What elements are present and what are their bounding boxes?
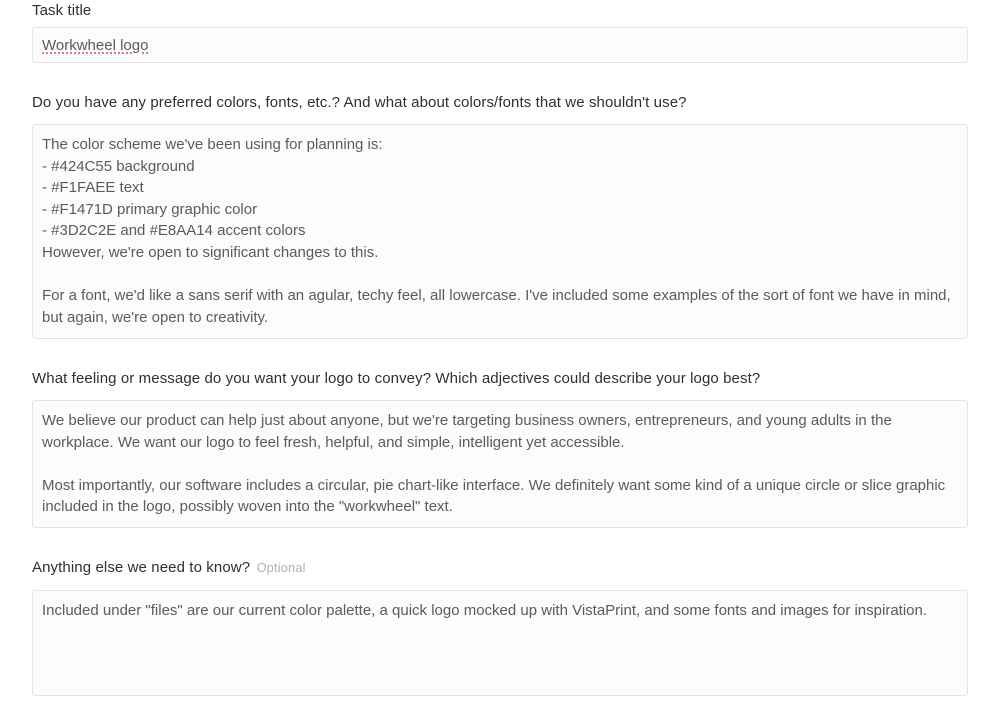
colors-line: The color scheme we've been using for planning is: [42, 136, 383, 153]
anything-else-textarea[interactable] [32, 590, 968, 696]
colors-line: - #F1FAEE text [42, 179, 144, 197]
colors-blank-line [42, 264, 958, 286]
optional-tag: Optional [256, 560, 306, 575]
task-title-value: Workwheel logo [42, 37, 149, 54]
anything-else-label [32, 558, 306, 578]
colors-line: However, we're open to significant changes to this. [42, 243, 379, 261]
feeling-answer-textarea[interactable] [32, 400, 968, 528]
task-title-input[interactable] [32, 27, 968, 63]
colors-question-label: Do you have any preferred colors, fonts, etc.? And what about colors/fonts that we shouldn't use? [32, 94, 687, 111]
task-title-label: Task title [32, 2, 92, 19]
anything-else-label-text: Anything else we need to know? [32, 559, 251, 576]
feeling-question-label: What feeling or message do you want your logo to convey? Which adjectives could describe your logo best? [32, 370, 761, 387]
colors-line: - #3D2C2E and #E8AA14 accent colors [42, 222, 306, 240]
feeling-blank-line [42, 453, 958, 475]
colors-line: For a font, we'd like a sans serif with an agular, techy feel, all lowercase. I've included some examples of the sort of font we have in mind, but again, we're open to creativity. [42, 287, 955, 326]
feeling-line: Most importantly, our software includes a circular, pie chart-like interface. We definitely want some kind of a unique circle or slice graphic included in the logo, possibly woven into the "workwheel" text. [42, 476, 950, 516]
colors-answer-textarea[interactable] [32, 124, 968, 339]
colors-line: - #F1471D primary graphic color [42, 200, 258, 218]
feeling-line: We believe our product can help just about anyone, but we're targeting business owners, entrepreneurs, and young adults in the workplace. We want our logo to feel fresh, helpful, and simple, intelligent yet accessible. [42, 412, 896, 451]
colors-line: - #424C55 background [42, 157, 195, 175]
anything-else-value: Included under "files" are our current color palette, a quick logo mocked up with VistaPrint, and some fonts and images for inspiration. [42, 602, 928, 619]
